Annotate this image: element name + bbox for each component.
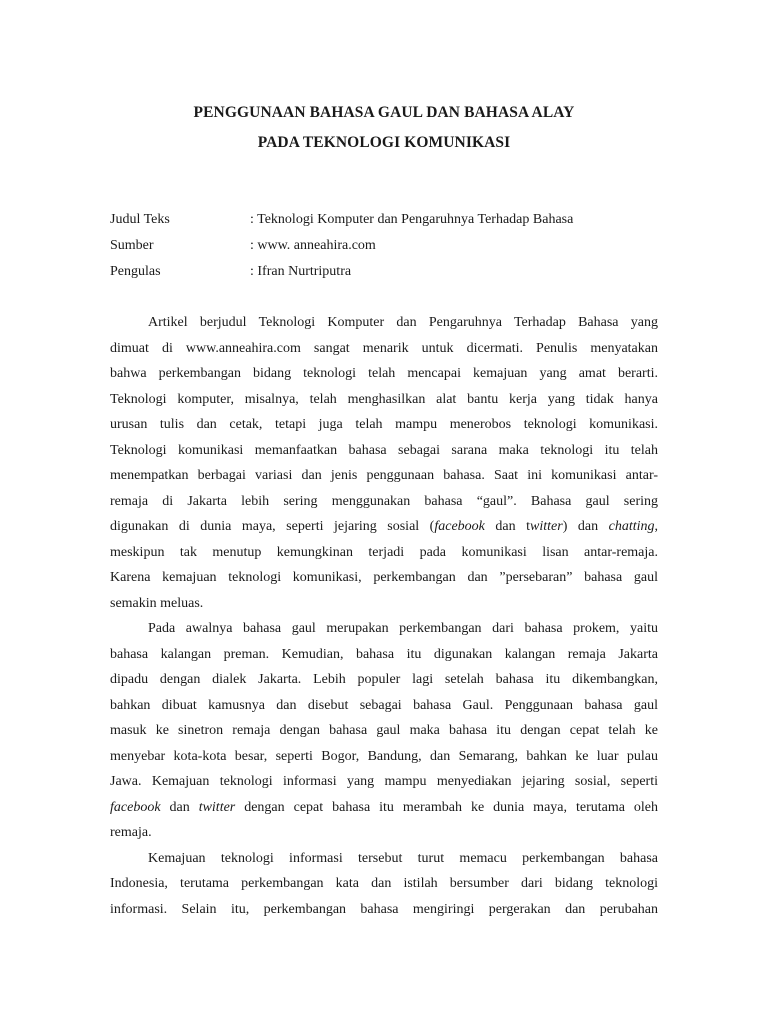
- text-line: remaja di Jakarta lebih sering menggunakan bahasa “gaul”. Bahasa gaul sering: [110, 493, 658, 509]
- text-line: remaja.: [110, 825, 152, 840]
- text-line-mixed: [110, 795, 658, 821]
- meta-label: Judul Teks: [110, 212, 170, 227]
- text-line: dimuat di www.anneahira.com sangat menarik untuk dicermati. Penulis menyatakan: [110, 340, 658, 356]
- meta-row-pengulas: [110, 262, 670, 288]
- paragraph-1: [110, 310, 658, 616]
- meta-row-judul: [110, 210, 670, 236]
- text-run: dengan cepat bahasa itu merambah ke dunia maya, terutama oleh: [235, 799, 658, 815]
- text-line: bahasa kalangan preman. Kemudian, bahasa itu digunakan kalangan remaja Jakarta: [110, 646, 658, 662]
- text-line: Teknologi komunikasi memanfaatkan bahasa sebagai sarana maka teknologi itu telah: [110, 442, 658, 458]
- text-line: menyebar kota-kota besar, seperti Bogor, Bandung, dan Semarang, bahkan ke luar pulau: [110, 748, 658, 764]
- text-line: Jawa. Kemajuan teknologi informasi yang mampu menyediakan jejaring sosial, seperti: [110, 774, 658, 789]
- text-line: bahkan dibuat kamusnya dan disebut sebagai bahasa Gaul. Penggunaan bahasa gaul: [110, 697, 658, 713]
- document-body: [110, 310, 658, 922]
- text-run: dan: [160, 799, 199, 815]
- document-title-line-1: PENGGUNAAN BAHASA GAUL DAN BAHASA ALAY: [193, 104, 575, 121]
- meta-row-sumber: [110, 236, 670, 262]
- text-line: meskipun tak menutup kemungkinan terjadi pada komunikasi lisan antar-remaja.: [110, 544, 658, 560]
- italic-term: twitter: [198, 799, 236, 815]
- text-line: Kemajuan teknologi informasi tersebut turut memacu perkembangan bahasa: [148, 850, 658, 866]
- text-line: masuk ke sinetron remaja dengan bahasa gaul maka bahasa itu dengan cepat telah ke: [110, 723, 658, 738]
- document-title-line-2: PADA TEKNOLOGI KOMUNIKASI: [257, 134, 511, 151]
- text-line: Teknologi komputer, misalnya, telah menghasilkan alat bantu kerja yang tidak hanya: [110, 391, 658, 407]
- meta-value: : www. anneahira.com: [250, 238, 376, 253]
- text-run: ,: [654, 519, 658, 534]
- italic-term: facebook: [434, 519, 485, 534]
- text-line: semakin meluas.: [110, 595, 204, 611]
- italic-term: witter: [530, 519, 563, 534]
- review-metadata: [110, 210, 670, 288]
- paragraph-2: [110, 616, 658, 846]
- text-run: digunakan di dunia maya, seperti jejaring sosial (: [110, 519, 435, 534]
- meta-label: Sumber: [110, 238, 154, 253]
- text-line: bahwa perkembangan bidang teknologi telah mencapai kemajuan yang amat berarti.: [110, 366, 658, 381]
- meta-value: : Teknologi Komputer dan Pengaruhnya Terhadap Bahasa: [250, 212, 574, 227]
- italic-term: chatting: [608, 519, 655, 534]
- text-run: ) dan: [562, 519, 609, 534]
- text-line: Karena kemajuan teknologi komunikasi, perkembangan dan ”persebaran” bahasa gaul: [110, 570, 658, 585]
- text-line: Artikel berjudul Teknologi Komputer dan Pengaruhnya Terhadap Bahasa yang: [148, 315, 658, 330]
- text-line: Pada awalnya bahasa gaul merupakan perkembangan dari bahasa prokem, yaitu: [148, 621, 658, 636]
- text-line: menempatkan berbagai variasi dan jenis penggunaan bahasa. Saat ini komunikasi antar-: [110, 468, 658, 483]
- text-line: informasi. Selain itu, perkembangan bahasa mengiringi pergerakan dan perubahan: [110, 901, 658, 917]
- meta-label: Pengulas: [110, 264, 161, 279]
- text-line: dipadu dengan dialek Jakarta. Lebih populer lagi setelah bahasa itu dikembangkan,: [110, 672, 658, 687]
- meta-value: : Ifran Nurtriputra: [250, 264, 352, 279]
- paragraph-3: [110, 846, 658, 923]
- text-run: dan t: [484, 519, 531, 534]
- text-line-mixed: [110, 514, 658, 540]
- text-line: urusan tulis dan cetak, tetapi juga telah mampu menerobos teknologi komunikasi.: [110, 417, 658, 432]
- text-line: Indonesia, terutama perkembangan kata dan istilah bersumber dari bidang teknologi: [110, 876, 658, 891]
- italic-term: facebook: [110, 799, 161, 815]
